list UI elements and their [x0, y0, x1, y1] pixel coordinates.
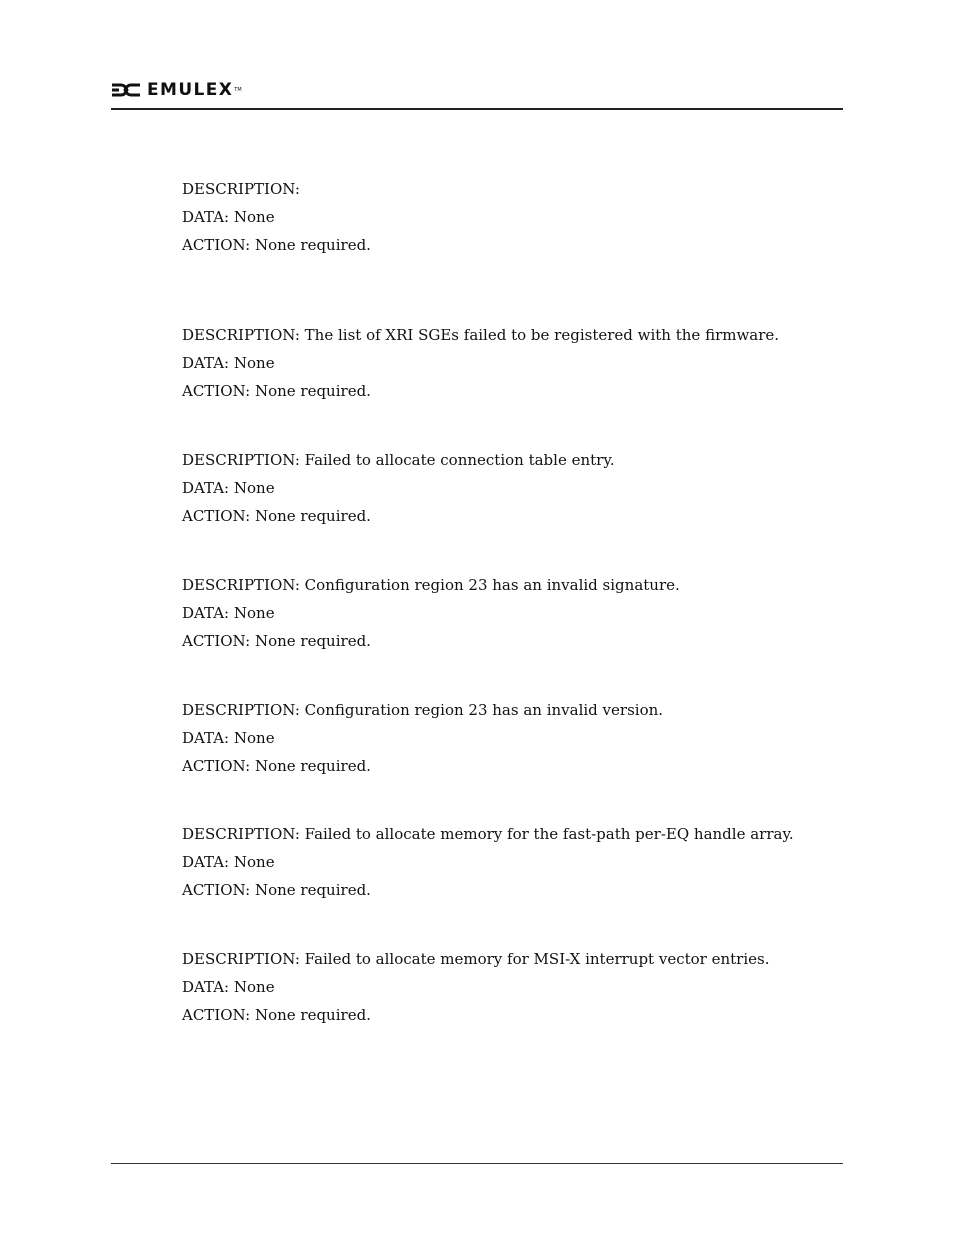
entry-description: DESCRIPTION: — [182, 180, 300, 198]
entry-data: DATA: None — [182, 354, 275, 372]
entry-description: DESCRIPTION: The list of XRI SGEs failed to be registered with the firmware. — [182, 326, 780, 344]
message-entry-6 — [182, 820, 822, 904]
entry-action: ACTION: None required. — [182, 382, 371, 400]
message-entry-2 — [182, 321, 822, 405]
header-divider — [111, 108, 843, 110]
entry-action: ACTION: None required. — [182, 507, 371, 525]
emulex-logo-icon — [111, 82, 141, 98]
entry-action: ACTION: None required. — [182, 236, 371, 254]
entry-data: DATA: None — [182, 729, 275, 747]
entry-description: DESCRIPTION: Failed to allocate connection table entry. — [182, 451, 615, 469]
emulex-logo — [111, 80, 242, 100]
footer-divider — [111, 1163, 843, 1164]
message-entry-3 — [182, 446, 822, 530]
entry-data: DATA: None — [182, 208, 275, 226]
entry-data: DATA: None — [182, 853, 275, 871]
entry-action: ACTION: None required. — [182, 757, 371, 775]
entry-description: DESCRIPTION: Configuration region 23 has an invalid signature. — [182, 576, 680, 594]
message-entry-1 — [182, 175, 822, 259]
entry-description: DESCRIPTION: Failed to allocate memory for MSI-X interrupt vector entries. — [182, 950, 770, 968]
entry-action: ACTION: None required. — [182, 1006, 371, 1024]
message-entry-5 — [182, 696, 822, 780]
entry-action: ACTION: None required. — [182, 881, 371, 899]
entry-description: DESCRIPTION: Failed to allocate memory for the fast-path per-EQ handle array. — [182, 825, 794, 843]
trademark-mark: TM — [234, 87, 242, 93]
entry-action: ACTION: None required. — [182, 632, 371, 650]
entry-description: DESCRIPTION: Configuration region 23 has an invalid version. — [182, 701, 664, 719]
entry-data: DATA: None — [182, 479, 275, 497]
entry-data: DATA: None — [182, 978, 275, 996]
logo-wordmark: EMULEX — [147, 80, 234, 100]
entry-data: DATA: None — [182, 604, 275, 622]
page-header — [111, 78, 843, 110]
message-entry-7 — [182, 945, 822, 1029]
message-entry-4 — [182, 571, 822, 655]
